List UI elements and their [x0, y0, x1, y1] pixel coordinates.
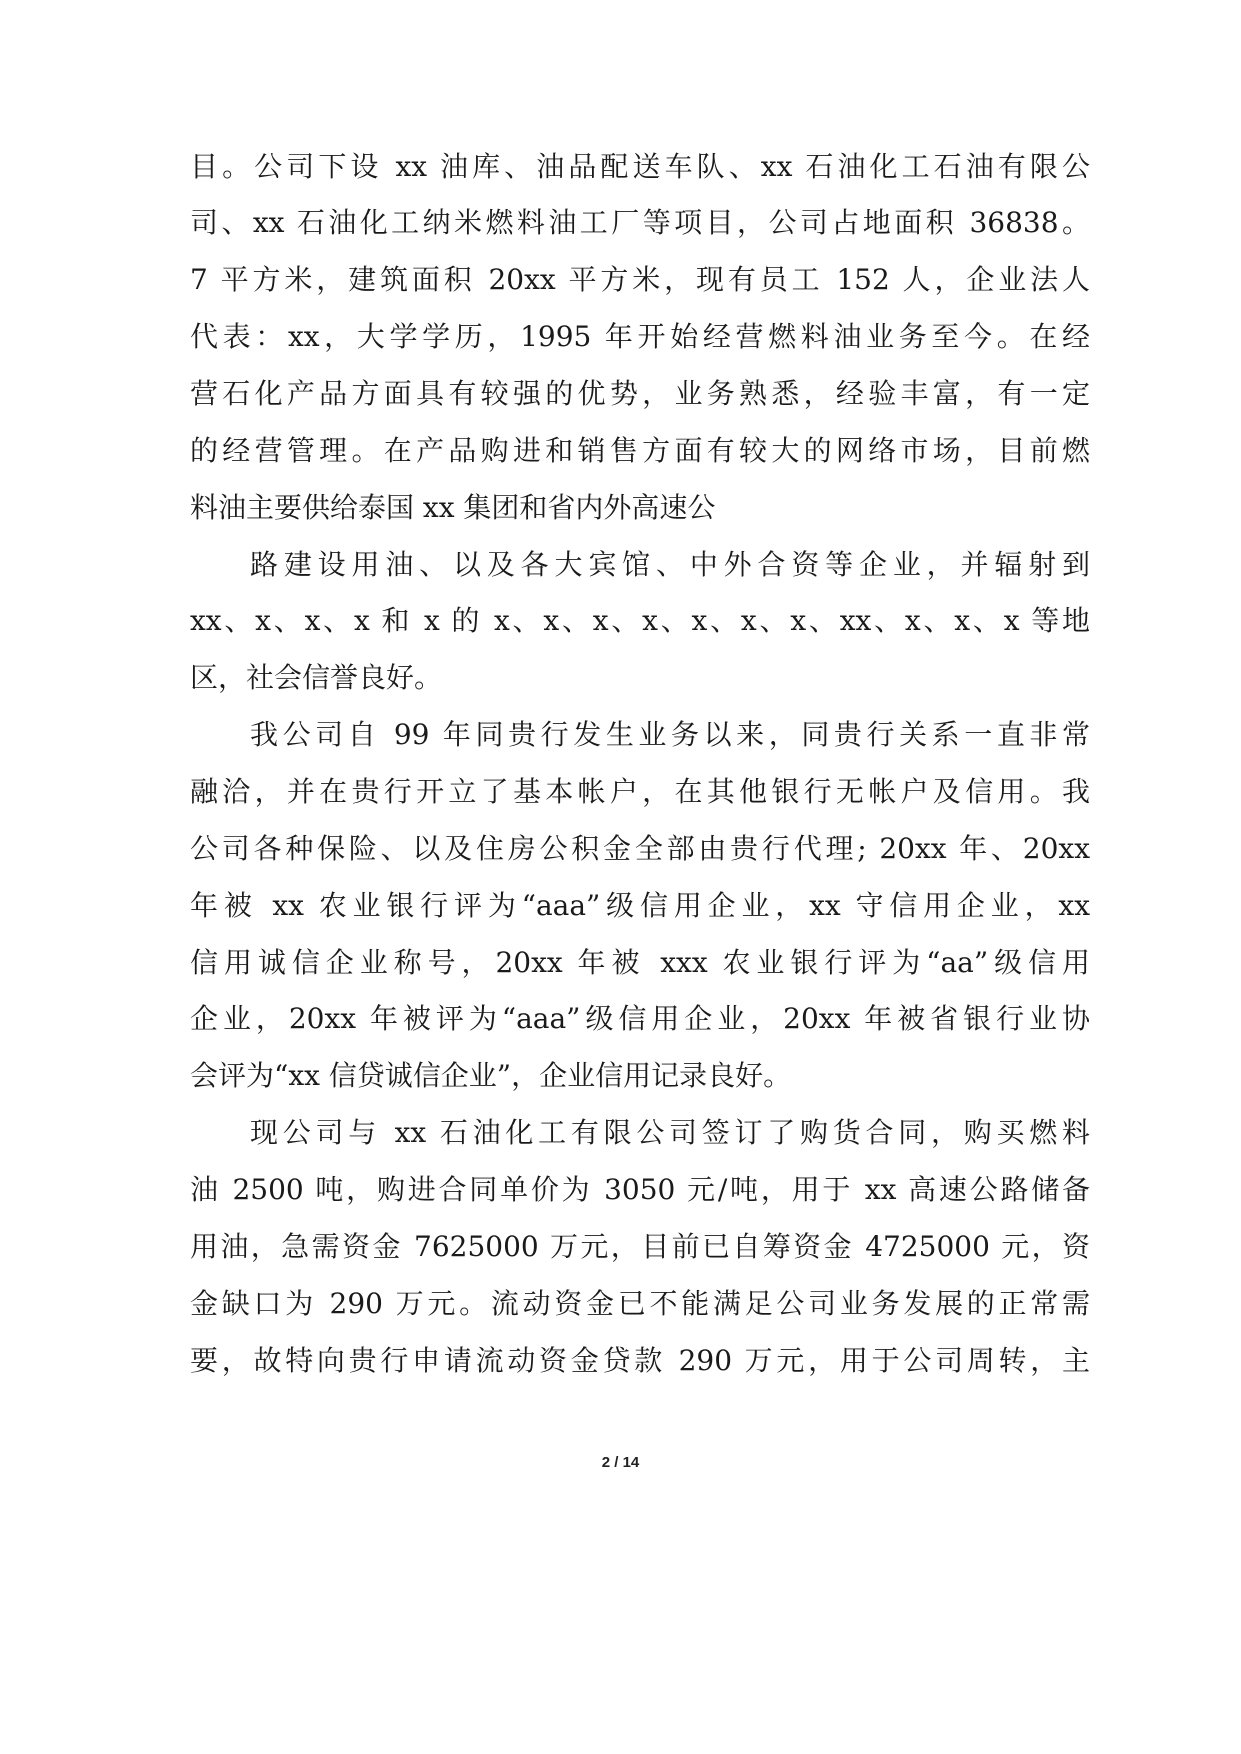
- text-line: 公司各种保险、以及住房公积金全部由贵行代理; 20xx 年、20xx: [190, 832, 1090, 865]
- text-line: 金缺口为 290 万元。流动资金已不能满足公司业务发展的正常需: [190, 1287, 1090, 1320]
- text-line: 要，故特向贵行申请流动资金贷款 290 万元，用于公司周转，主: [190, 1344, 1090, 1377]
- text-line: 代表：xx，大学学历，1995 年开始经营燃料油业务至今。在经: [190, 320, 1090, 353]
- text-line: 信用诚信企业称号，20xx 年被 xxx 农业银行评为“aa”级信用: [190, 946, 1090, 979]
- text-line: 融洽，并在贵行开立了基本帐户，在其他银行无帐户及信用。我: [190, 775, 1090, 808]
- text-line: xx、x、x、x 和 x 的 x、x、x、x、x、x、x、xx、x、x、x 等地: [190, 604, 1090, 637]
- text-line: 年被 xx 农业银行评为“aaa”级信用企业，xx 守信用企业，xx: [190, 889, 1090, 922]
- paragraph-first-line: 路建设用油、以及各大宾馆、中外合资等企业，并辐射到: [250, 548, 1090, 581]
- paragraph-first-line: 现公司与 xx 石油化工有限公司签订了购货合同，购买燃料: [250, 1116, 1090, 1149]
- text-line: 营石化产品方面具有较强的优势，业务熟悉，经验丰富，有一定: [190, 377, 1090, 410]
- text-line: 料油主要供给泰国 xx 集团和省内外高速公: [190, 491, 716, 524]
- paragraph-first-line: 我公司自 99 年同贵行发生业务以来，同贵行关系一直非常: [250, 718, 1090, 751]
- text-line: 目。公司下设 xx 油库、油品配送车队、xx 石油化工石油有限公: [190, 150, 1090, 183]
- text-line: 用油，急需资金 7625000 万元，目前已自筹资金 4725000 元，资: [190, 1230, 1090, 1263]
- text-line: 会评为“xx 信贷诚信企业”，企业信用记录良好。: [190, 1059, 792, 1092]
- page-number: 2 / 14: [601, 1454, 640, 1471]
- text-line: 企业，20xx 年被评为“aaa”级信用企业，20xx 年被省银行业协: [190, 1002, 1090, 1035]
- text-line: 区，社会信誉良好。: [190, 661, 443, 694]
- text-line: 7 平方米，建筑面积 20xx 平方米，现有员工 152 人，企业法人: [190, 263, 1090, 296]
- text-line: 司、xx 石油化工纳米燃料油工厂等项目，公司占地面积 36838。: [190, 206, 1090, 239]
- text-line: 的经营管理。在产品购进和销售方面有较大的网络市场，目前燃: [190, 434, 1090, 467]
- text-line: 油 2500 吨，购进合同单价为 3050 元/吨，用于 xx 高速公路储备: [190, 1173, 1090, 1206]
